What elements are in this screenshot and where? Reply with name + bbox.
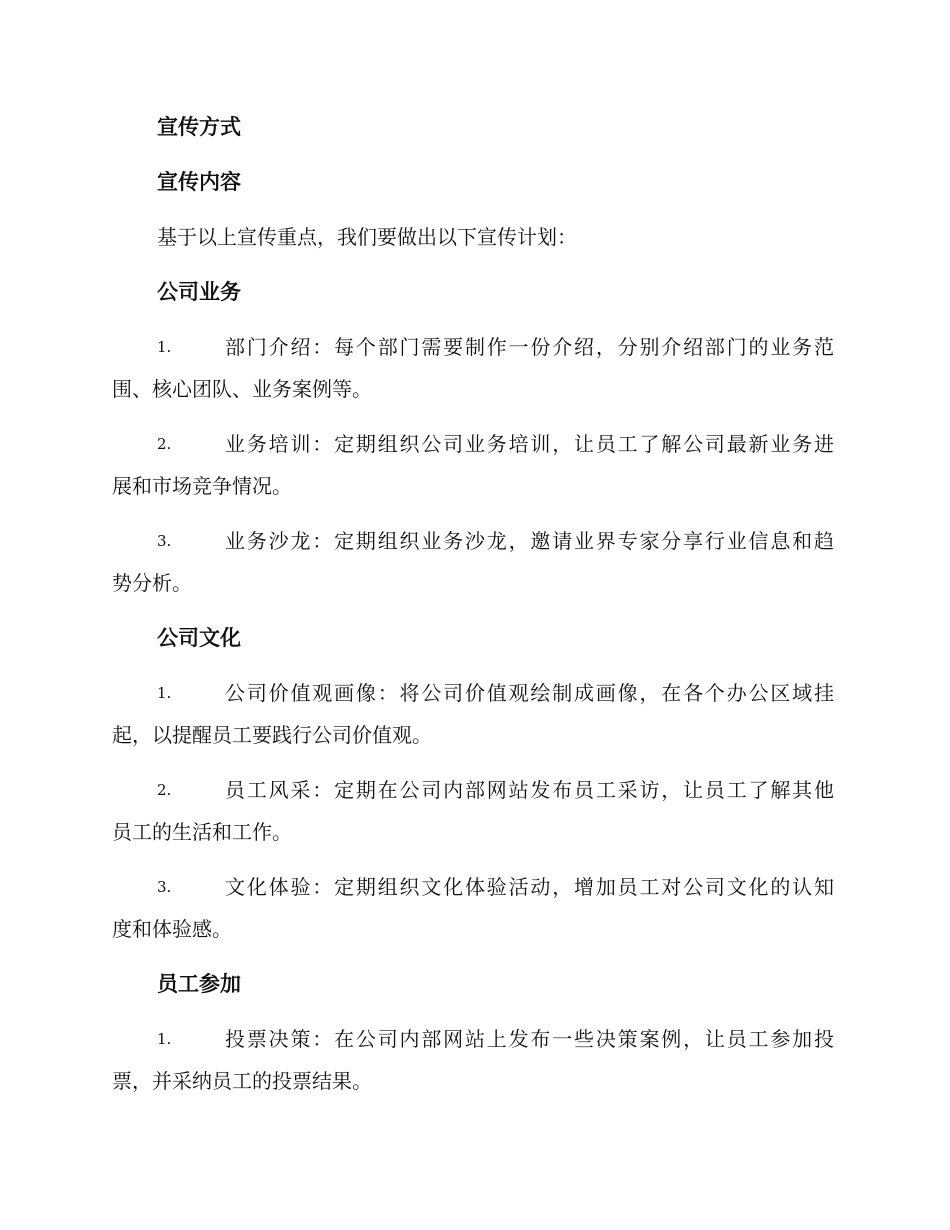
list-item-text-line1: 公司价值观画像：将公司价值观绘制成画像，在各个办公区域挂 [225,681,834,705]
list-item-text-line2: 票，并采纳员工的投票结果。 [112,1069,372,1093]
section-title-culture: 公司文化 [157,626,241,650]
list-item-text-line1: 部门介绍：每个部门需要制作一份介绍，分别介绍部门的业务范 [225,335,834,359]
list-item-number: 1. [157,1030,172,1048]
intro-paragraph: 基于以上宣传重点，我们要做出以下宣传计划： [157,225,577,249]
section-title-employee-participation: 员工参加 [157,972,241,996]
list-item-text-line2: 起，以提醒员工要践行公司价值观。 [112,723,432,747]
list-item-text-line1: 文化体验：定期组织文化体验活动，增加员工对公司文化的认知 [225,875,834,899]
list-item-text-line2: 势分析。 [112,571,192,595]
list-item-text-line2: 围、核心团队、业务案例等。 [112,377,372,401]
list-item-number: 1. [157,684,172,702]
heading-publicity-content: 宣传内容 [157,170,241,194]
heading-publicity-method: 宣传方式 [157,115,241,139]
list-item-number: 3. [157,532,172,550]
list-item-number: 3. [157,878,172,896]
section-title-business: 公司业务 [157,280,241,304]
list-item-text-line1: 投票决策：在公司内部网站上发布一些决策案例，让员工参加投 [225,1027,834,1051]
list-item-text-line2: 度和体验感。 [112,917,232,941]
list-item-number: 1. [157,338,172,356]
list-item-text-line1: 业务沙龙：定期组织业务沙龙，邀请业界专家分享行业信息和趋 [225,529,834,553]
list-item-number: 2. [157,781,172,799]
list-item-text-line1: 员工风采：定期在公司内部网站发布员工采访，让员工了解其他 [225,778,834,802]
list-item-number: 2. [157,435,172,453]
list-item-text-line2: 员工的生活和工作。 [112,820,292,844]
list-item-text-line2: 展和市场竞争情况。 [112,474,292,498]
list-item-text-line1: 业务培训：定期组织公司业务培训，让员工了解公司最新业务进 [225,432,834,456]
